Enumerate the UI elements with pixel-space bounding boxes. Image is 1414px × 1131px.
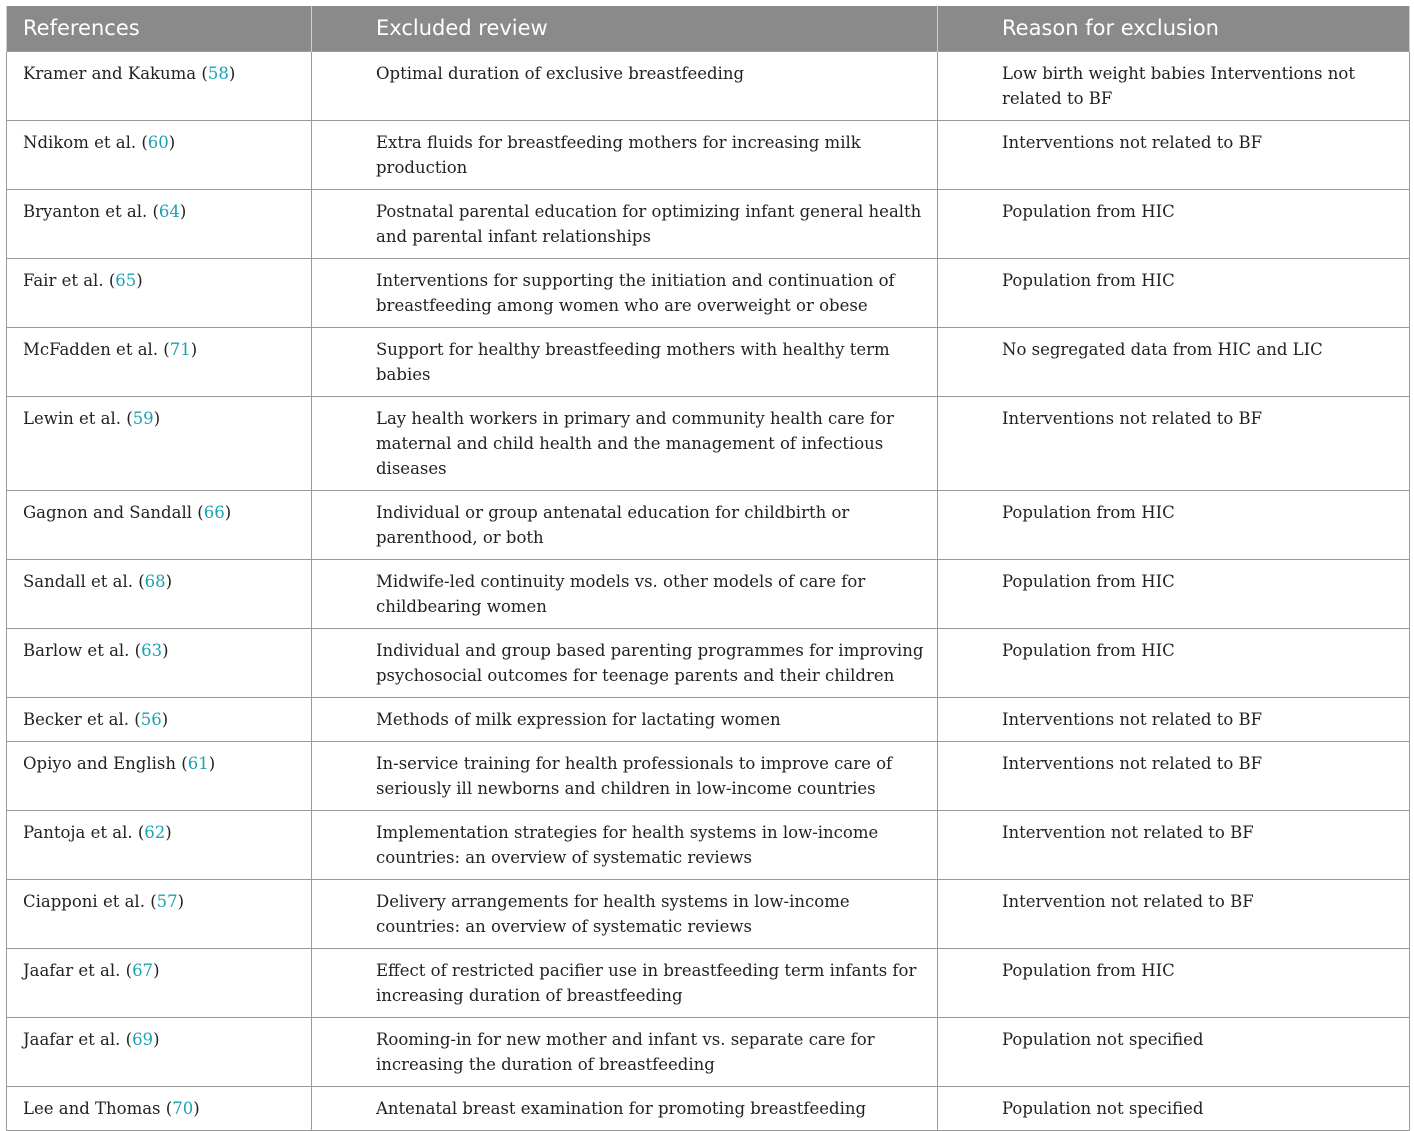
excluded-review-cell: Effect of restricted pacifier use in breastfeeding term infants for increasing duration of breastfeeding (312, 948, 938, 1017)
table-row (7, 741, 1410, 810)
reference-authors: Jaafar et al. (23, 1029, 121, 1049)
reference-authors: Lewin et al. (23, 408, 121, 428)
reason-cell: Population from HIC (938, 189, 1410, 258)
reference-authors: Gagnon and Sandall (23, 502, 193, 522)
reason-cell: Intervention not related to BF (938, 810, 1410, 879)
header-excluded-review: Excluded review (312, 6, 938, 51)
citation-link[interactable]: 56 (140, 709, 162, 729)
reference-authors: Sandall et al. (23, 571, 133, 591)
reason-cell: No segregated data from HIC and LIC (938, 327, 1410, 396)
excluded-review-cell: Individual or group antenatal education for childbirth or parenthood, or both (312, 490, 938, 559)
table-row (7, 948, 1410, 1017)
citation-link[interactable]: 64 (158, 201, 180, 221)
table-row (7, 490, 1410, 559)
reference-authors: Pantoja et al. (23, 822, 133, 842)
reason-cell: Population not specified (938, 1086, 1410, 1130)
reason-cell: Population from HIC (938, 490, 1410, 559)
table-row (7, 697, 1410, 741)
excluded-review-cell: Optimal duration of exclusive breastfeeding (312, 51, 938, 120)
reference-cell: Kramer and Kakuma (58) (7, 51, 312, 120)
excluded-review-cell: Postnatal parental education for optimizing infant general health and parental infant relationships (312, 189, 938, 258)
citation-link[interactable]: 61 (187, 753, 209, 773)
table-row (7, 628, 1410, 697)
citation-link[interactable]: 70 (172, 1098, 194, 1118)
header-reason-for-exclusion: Reason for exclusion (938, 6, 1410, 51)
citation-link[interactable]: 60 (147, 132, 169, 152)
reference-cell: Barlow et al. (63) (7, 628, 312, 697)
reference-authors: Ciapponi et al. (23, 891, 145, 911)
citation-link[interactable]: 57 (156, 891, 178, 911)
table-row (7, 810, 1410, 879)
table-row (7, 879, 1410, 948)
reason-cell: Population from HIC (938, 948, 1410, 1017)
excluded-review-cell: Antenatal breast examination for promoting breastfeeding (312, 1086, 938, 1130)
citation-link[interactable]: 69 (132, 1029, 154, 1049)
citation-link[interactable]: 68 (144, 571, 166, 591)
citation-link[interactable]: 59 (132, 408, 154, 428)
header-row (7, 6, 1410, 51)
reference-cell: Lewin et al. (59) (7, 396, 312, 490)
excluded-review-cell: Midwife-led continuity models vs. other models of care for childbearing women (312, 559, 938, 628)
reason-cell: Interventions not related to BF (938, 396, 1410, 490)
table-row (7, 189, 1410, 258)
excluded-review-cell: Delivery arrangements for health systems in low-income countries: an overview of systematic reviews (312, 879, 938, 948)
reference-cell: Jaafar et al. (69) (7, 1017, 312, 1086)
reason-cell: Population from HIC (938, 258, 1410, 327)
reference-cell: McFadden et al. (71) (7, 327, 312, 396)
reference-authors: Fair et al. (23, 270, 104, 290)
reference-cell: Ciapponi et al. (57) (7, 879, 312, 948)
reference-authors: Barlow et al. (23, 640, 130, 660)
reference-cell: Fair et al. (65) (7, 258, 312, 327)
citation-link[interactable]: 71 (169, 339, 191, 359)
citation-link[interactable]: 63 (141, 640, 163, 660)
excluded-review-cell: Extra fluids for breastfeeding mothers for increasing milk production (312, 120, 938, 189)
excluded-review-cell: Methods of milk expression for lactating women (312, 697, 938, 741)
table-row (7, 1086, 1410, 1130)
reason-cell: Low birth weight babies Interventions not related to BF (938, 51, 1410, 120)
reason-cell: Population from HIC (938, 628, 1410, 697)
excluded-review-cell: Individual and group based parenting programmes for improving psychosocial outcomes for teenage parents and their children (312, 628, 938, 697)
reference-authors: Jaafar et al. (23, 960, 121, 980)
excluded-review-cell: Rooming-in for new mother and infant vs. separate care for increasing the duration of breastfeeding (312, 1017, 938, 1086)
reference-authors: Opiyo and English (23, 753, 177, 773)
reason-cell: Interventions not related to BF (938, 697, 1410, 741)
excluded-review-cell: Support for healthy breastfeeding mothers with healthy term babies (312, 327, 938, 396)
table-row (7, 559, 1410, 628)
citation-link[interactable]: 62 (144, 822, 166, 842)
table-row (7, 120, 1410, 189)
table-row (7, 1017, 1410, 1086)
reason-cell: Population from HIC (938, 559, 1410, 628)
table-body (7, 51, 1410, 1130)
excluded-review-cell: In-service training for health professionals to improve care of seriously ill newborns and children in low-income countries (312, 741, 938, 810)
table-row (7, 327, 1410, 396)
table-row (7, 258, 1410, 327)
reference-authors: Bryanton et al. (23, 201, 148, 221)
reason-cell: Interventions not related to BF (938, 120, 1410, 189)
reference-authors: Kramer and Kakuma (23, 63, 197, 83)
citation-link[interactable]: 66 (203, 502, 225, 522)
reference-cell: Becker et al. (56) (7, 697, 312, 741)
reason-cell: Intervention not related to BF (938, 879, 1410, 948)
reference-authors: Becker et al. (23, 709, 130, 729)
reference-cell: Jaafar et al. (67) (7, 948, 312, 1017)
citation-link[interactable]: 65 (115, 270, 137, 290)
reference-cell: Sandall et al. (68) (7, 559, 312, 628)
excluded-reviews-table (6, 6, 1410, 1131)
reference-authors: McFadden et al. (23, 339, 159, 359)
reference-cell: Lee and Thomas (70) (7, 1086, 312, 1130)
citation-link[interactable]: 67 (132, 960, 154, 980)
reference-cell: Bryanton et al. (64) (7, 189, 312, 258)
citation-link[interactable]: 58 (207, 63, 229, 83)
reference-authors: Lee and Thomas (23, 1098, 161, 1118)
excluded-review-cell: Lay health workers in primary and community health care for maternal and child health and the management of infectious diseases (312, 396, 938, 490)
reference-cell: Pantoja et al. (62) (7, 810, 312, 879)
reference-authors: Ndikom et al. (23, 132, 137, 152)
table-row (7, 396, 1410, 490)
reference-cell: Ndikom et al. (60) (7, 120, 312, 189)
table-row (7, 51, 1410, 120)
reason-cell: Population not specified (938, 1017, 1410, 1086)
excluded-review-cell: Interventions for supporting the initiation and continuation of breastfeeding among women who are overweight or obese (312, 258, 938, 327)
header-references: References (7, 6, 312, 51)
reference-cell: Opiyo and English (61) (7, 741, 312, 810)
reference-cell: Gagnon and Sandall (66) (7, 490, 312, 559)
reason-cell: Interventions not related to BF (938, 741, 1410, 810)
excluded-review-cell: Implementation strategies for health systems in low-income countries: an overview of systematic reviews (312, 810, 938, 879)
table-header (7, 6, 1410, 51)
